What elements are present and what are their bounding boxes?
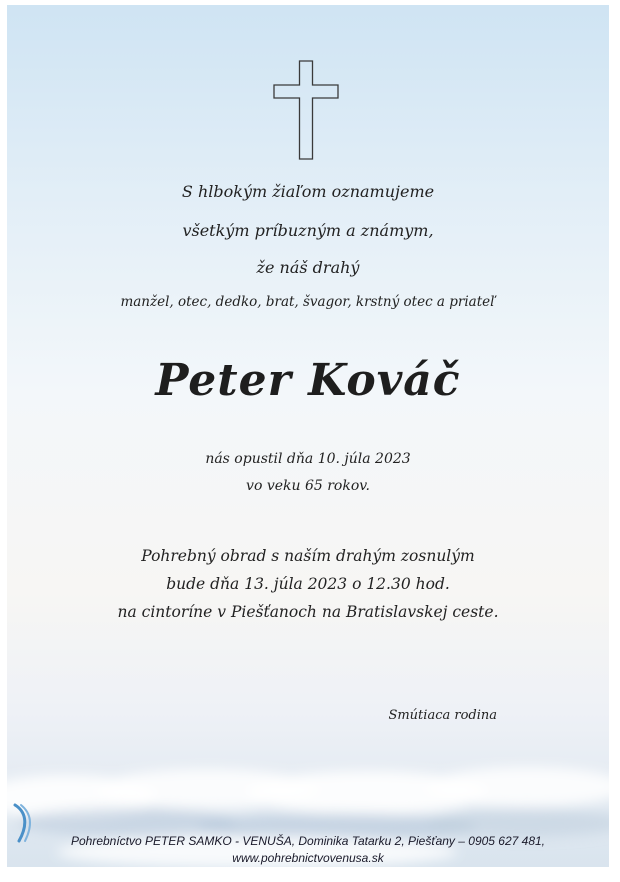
footer-website[interactable]: www.pohrebnictvovenusa.sk <box>232 851 384 865</box>
announcement-line-2: všetkým príbuzným a známym, <box>182 221 434 240</box>
funeral-line-1: Pohrebný obrad s naším drahým zosnulým <box>141 547 475 565</box>
funeral-line-2: bude dňa 13. júla 2023 o 12.30 hod. <box>166 575 450 593</box>
announcement-line-1: S hlbokým žiaľom oznamujeme <box>181 182 435 201</box>
relations-line: manžel, otec, dedko, brat, švagor, krstný otec a priateľ <box>120 294 496 310</box>
cross-icon <box>273 60 339 160</box>
footer-address: Pohrebníctvo PETER SAMKO - VENUŠA, Dominika Tatarku 2, Piešťany – 0905 627 481, <box>70 834 546 848</box>
age-at-death: vo veku 65 rokov. <box>246 478 370 494</box>
funeral-line-3: na cintoríne v Piešťanoch na Bratislavskej ceste. <box>117 603 499 621</box>
deceased-name: Peter Kováč <box>155 355 461 406</box>
signature: Smútiaca rodina <box>388 708 497 723</box>
date-of-death: nás opustil dňa 10. júla 2023 <box>205 451 411 467</box>
announcement-line-3: že náš drahý <box>256 258 360 277</box>
obituary-page <box>7 5 609 867</box>
